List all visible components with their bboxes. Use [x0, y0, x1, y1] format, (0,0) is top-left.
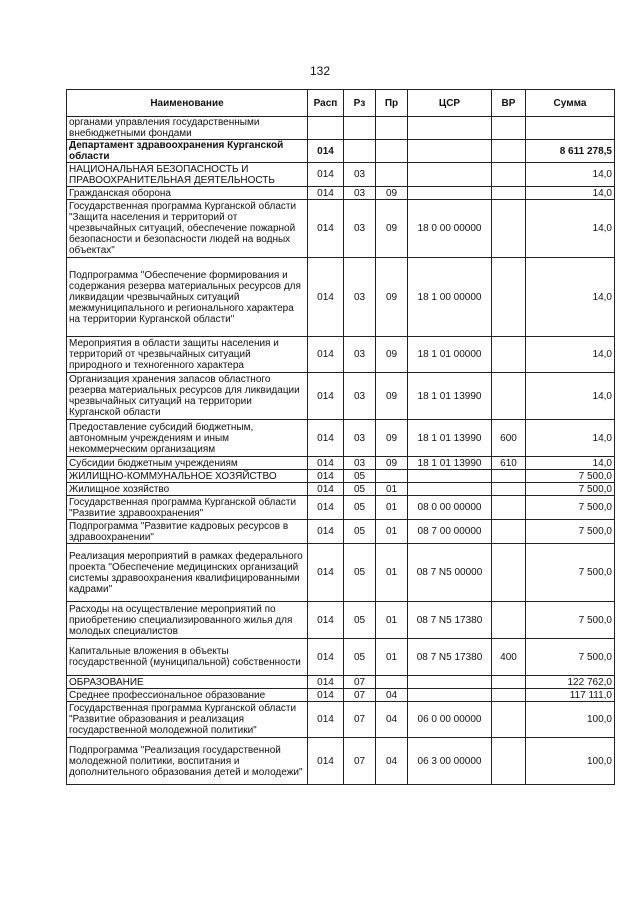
cell-pr: 01	[376, 496, 408, 520]
cell-rasp: 014	[308, 520, 344, 544]
cell-rz: 03	[344, 337, 376, 373]
cell-name: Подпрограмма "Обеспечение формирования и содержания резерва материальных ресурсов для ликвидации чрезвычайных ситуаций межмуниципального и регионального характера на территории Курганской области"	[67, 258, 308, 337]
cell-name: Предоставление субсидий бюджетным, автономным учреждениям и иным некоммерческим организациям	[67, 420, 308, 457]
header-name: Наименование	[67, 90, 308, 117]
cell-pr: 09	[376, 337, 408, 373]
table-row	[67, 470, 615, 483]
cell-sum: 100,0	[526, 738, 615, 785]
table-row	[67, 639, 615, 676]
cell-csr: 06 3 00 00000	[408, 738, 492, 785]
cell-sum: 100,0	[526, 702, 615, 738]
cell-rasp: 014	[308, 639, 344, 676]
cell-pr: 09	[376, 258, 408, 337]
cell-rasp: 014	[308, 200, 344, 258]
cell-vr	[492, 140, 526, 163]
cell-rasp: 014	[308, 544, 344, 602]
cell-pr	[376, 676, 408, 689]
cell-vr	[492, 602, 526, 639]
cell-rasp: 014	[308, 470, 344, 483]
cell-sum: 14,0	[526, 420, 615, 457]
cell-name: Реализация мероприятий в рамках федерального проекта "Обеспечение медицинских организаций системы здравоохранения квалифицированными кадрами"	[67, 544, 308, 602]
cell-rz: 07	[344, 676, 376, 689]
cell-sum: 7 500,0	[526, 602, 615, 639]
cell-pr	[376, 117, 408, 140]
cell-pr: 09	[376, 420, 408, 457]
cell-rasp: 014	[308, 496, 344, 520]
cell-name: Мероприятия в области защиты населения и территорий от чрезвычайных ситуаций природного и техногенного характера	[67, 337, 308, 373]
cell-csr: 18 1 01 13990	[408, 457, 492, 470]
cell-pr: 04	[376, 689, 408, 702]
cell-pr: 04	[376, 702, 408, 738]
cell-rasp: 014	[308, 457, 344, 470]
budget-table	[66, 89, 615, 785]
cell-csr: 06 0 00 00000	[408, 702, 492, 738]
cell-rasp: 014	[308, 258, 344, 337]
cell-csr	[408, 163, 492, 187]
cell-rasp: 014	[308, 373, 344, 420]
cell-csr: 18 1 01 13990	[408, 420, 492, 457]
cell-csr	[408, 470, 492, 483]
cell-csr: 08 7 N5 17380	[408, 602, 492, 639]
cell-sum: 14,0	[526, 258, 615, 337]
cell-sum: 14,0	[526, 200, 615, 258]
cell-rasp: 014	[308, 140, 344, 163]
cell-pr: 01	[376, 544, 408, 602]
cell-rz: 05	[344, 602, 376, 639]
cell-rasp	[308, 117, 344, 140]
cell-rz: 07	[344, 689, 376, 702]
cell-rasp: 014	[308, 163, 344, 187]
header-row	[67, 90, 615, 117]
cell-name: Организация хранения запасов областного резерва материальных ресурсов для ликвидации чрезвычайных ситуаций на территории Курганской области	[67, 373, 308, 420]
cell-pr: 01	[376, 602, 408, 639]
cell-vr	[492, 117, 526, 140]
cell-vr: 610	[492, 457, 526, 470]
cell-csr: 08 7 N5 17380	[408, 639, 492, 676]
cell-csr: 18 1 01 00000	[408, 337, 492, 373]
cell-pr: 09	[376, 457, 408, 470]
table-row	[67, 689, 615, 702]
cell-vr	[492, 676, 526, 689]
cell-name: Капитальные вложения в объекты государственной (муниципальной) собственности	[67, 639, 308, 676]
cell-name: Подпрограмма "Реализация государственной молодежной политики, воспитания и дополнительного образования детей и молодежи"	[67, 738, 308, 785]
cell-vr	[492, 187, 526, 200]
cell-vr	[492, 483, 526, 496]
table-row	[67, 544, 615, 602]
cell-rasp: 014	[308, 689, 344, 702]
table-row	[67, 200, 615, 258]
cell-rz: 05	[344, 520, 376, 544]
cell-csr	[408, 117, 492, 140]
cell-vr	[492, 337, 526, 373]
cell-vr	[492, 738, 526, 785]
cell-csr	[408, 676, 492, 689]
table-row	[67, 187, 615, 200]
cell-name: Государственная программа Курганской области "Защита населения и территорий от чрезвычайных ситуаций, обеспечение пожарной безопасности и безопасности людей на водных объектах"	[67, 200, 308, 258]
cell-vr	[492, 373, 526, 420]
cell-rasp: 014	[308, 676, 344, 689]
cell-rz: 03	[344, 163, 376, 187]
cell-rz	[344, 140, 376, 163]
cell-rz: 07	[344, 702, 376, 738]
cell-rasp: 014	[308, 420, 344, 457]
cell-sum: 14,0	[526, 337, 615, 373]
table-row	[67, 457, 615, 470]
cell-csr	[408, 187, 492, 200]
cell-rasp: 014	[308, 702, 344, 738]
table-row	[67, 258, 615, 337]
table-row	[67, 738, 615, 785]
cell-vr	[492, 163, 526, 187]
cell-sum: 7 500,0	[526, 496, 615, 520]
cell-vr	[492, 544, 526, 602]
cell-csr: 18 1 00 00000	[408, 258, 492, 337]
table-row	[67, 702, 615, 738]
cell-sum: 14,0	[526, 457, 615, 470]
cell-name: органами управления государственными внебюджетными фондами	[67, 117, 308, 140]
header-sum: Сумма	[526, 90, 615, 117]
cell-vr: 400	[492, 639, 526, 676]
cell-vr: 600	[492, 420, 526, 457]
cell-sum: 7 500,0	[526, 470, 615, 483]
cell-vr	[492, 200, 526, 258]
cell-rz: 03	[344, 373, 376, 420]
cell-name: Государственная программа Курганской области "Развитие образования и реализация государственной молодежной политики"	[67, 702, 308, 738]
cell-sum: 7 500,0	[526, 544, 615, 602]
table-row	[67, 483, 615, 496]
cell-pr	[376, 140, 408, 163]
cell-csr	[408, 689, 492, 702]
cell-rasp: 014	[308, 602, 344, 639]
cell-sum: 8 611 278,5	[526, 140, 615, 163]
cell-sum: 122 762,0	[526, 676, 615, 689]
cell-name: Государственная программа Курганской области "Развитие здравоохранения"	[67, 496, 308, 520]
table-row	[67, 163, 615, 187]
cell-csr	[408, 140, 492, 163]
cell-rz: 03	[344, 420, 376, 457]
cell-name: Среднее профессиональное образование	[67, 689, 308, 702]
cell-rasp: 014	[308, 483, 344, 496]
cell-name: НАЦИОНАЛЬНАЯ БЕЗОПАСНОСТЬ И ПРАВООХРАНИТЕЛЬНАЯ ДЕЯТЕЛЬНОСТЬ	[67, 163, 308, 187]
cell-sum	[526, 117, 615, 140]
cell-rasp: 014	[308, 337, 344, 373]
cell-csr: 18 1 01 13990	[408, 373, 492, 420]
cell-sum: 7 500,0	[526, 520, 615, 544]
cell-pr: 01	[376, 520, 408, 544]
cell-csr: 08 0 00 00000	[408, 496, 492, 520]
cell-rz	[344, 117, 376, 140]
cell-rz: 05	[344, 496, 376, 520]
page-number: 132	[309, 64, 331, 78]
cell-pr: 01	[376, 483, 408, 496]
cell-sum: 7 500,0	[526, 639, 615, 676]
table-row	[67, 373, 615, 420]
cell-sum: 14,0	[526, 373, 615, 420]
cell-rasp: 014	[308, 738, 344, 785]
cell-rz: 05	[344, 639, 376, 676]
cell-rz: 07	[344, 738, 376, 785]
cell-pr: 09	[376, 200, 408, 258]
table-row	[67, 676, 615, 689]
cell-name: Подпрограмма "Развитие кадровых ресурсов в здравоохранении"	[67, 520, 308, 544]
cell-pr	[376, 470, 408, 483]
header-pr: Пр	[376, 90, 408, 117]
cell-name: ЖИЛИЩНО-КОММУНАЛЬНОЕ ХОЗЯЙСТВО	[67, 470, 308, 483]
cell-name: Департамент здравоохранения Курганской области	[67, 140, 308, 163]
cell-name: Субсидии бюджетным учреждениям	[67, 457, 308, 470]
cell-pr	[376, 163, 408, 187]
table-row	[67, 420, 615, 457]
cell-csr: 08 7 00 00000	[408, 520, 492, 544]
cell-csr: 18 0 00 00000	[408, 200, 492, 258]
cell-vr	[492, 496, 526, 520]
cell-pr: 01	[376, 639, 408, 676]
header-rasp: Расп	[308, 90, 344, 117]
cell-rz: 03	[344, 258, 376, 337]
cell-name: Гражданская оборона	[67, 187, 308, 200]
cell-pr: 04	[376, 738, 408, 785]
table-row	[67, 496, 615, 520]
cell-rasp: 014	[308, 187, 344, 200]
cell-sum: 117 111,0	[526, 689, 615, 702]
cell-rz: 05	[344, 470, 376, 483]
cell-vr	[492, 258, 526, 337]
header-vr: ВР	[492, 90, 526, 117]
cell-vr	[492, 702, 526, 738]
cell-rz: 03	[344, 200, 376, 258]
cell-name: Расходы на осуществление мероприятий по приобретению специализированного жилья для молодых специалистов	[67, 602, 308, 639]
cell-name: ОБРАЗОВАНИЕ	[67, 676, 308, 689]
cell-rz: 03	[344, 457, 376, 470]
cell-rz: 05	[344, 483, 376, 496]
cell-csr: 08 7 N5 00000	[408, 544, 492, 602]
cell-rz: 03	[344, 187, 376, 200]
header-csr: ЦСР	[408, 90, 492, 117]
table-row	[67, 140, 615, 163]
cell-pr: 09	[376, 373, 408, 420]
cell-sum: 14,0	[526, 187, 615, 200]
cell-vr	[492, 520, 526, 544]
cell-vr	[492, 470, 526, 483]
cell-sum: 7 500,0	[526, 483, 615, 496]
table-row	[67, 520, 615, 544]
cell-csr	[408, 483, 492, 496]
cell-sum: 14,0	[526, 163, 615, 187]
cell-rz: 05	[344, 544, 376, 602]
header-rz: Рз	[344, 90, 376, 117]
cell-pr: 09	[376, 187, 408, 200]
table-row	[67, 117, 615, 140]
table-row	[67, 602, 615, 639]
table-row	[67, 337, 615, 373]
cell-vr	[492, 689, 526, 702]
cell-name: Жилищное хозяйство	[67, 483, 308, 496]
